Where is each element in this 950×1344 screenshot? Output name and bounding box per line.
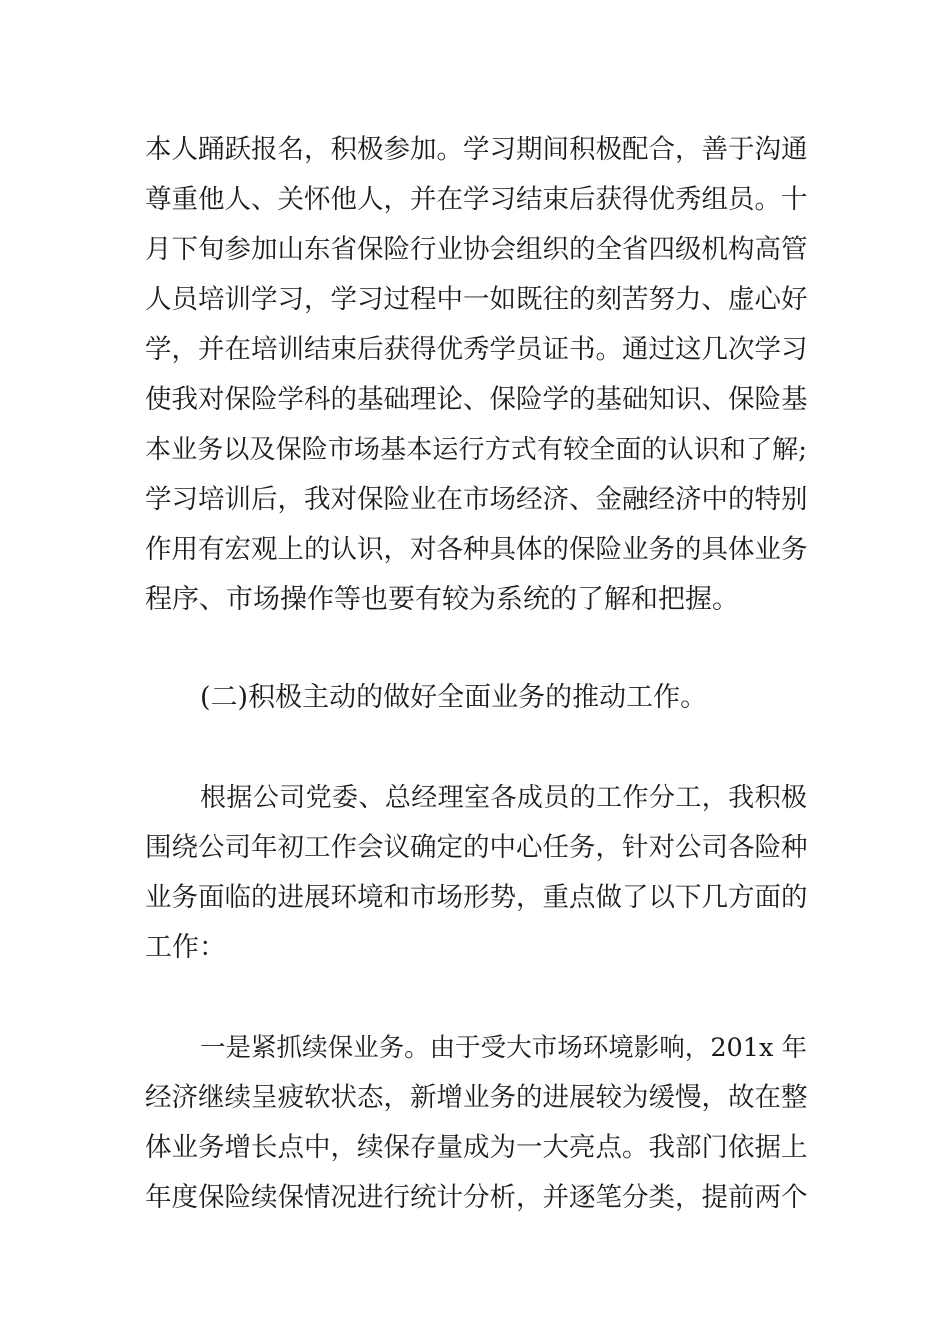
text-line: 本业务以及保险市场基本运行方式有较全面的认识和了解;: [145, 435, 807, 465]
text-line: 经济继续呈疲软状态，新增业务的进展较为缓慢，故在整: [145, 1082, 808, 1113]
text-line: 作用有宏观上的认识，对各种具体的保险业务的具体业务: [145, 534, 808, 565]
text-line: 使我对保险学科的基础理论、保险学的基础知识、保险基: [145, 384, 808, 415]
text-line: 月下旬参加山东省保险行业协会组织的全省四级机构高管: [145, 234, 808, 265]
text-line: 学习培训后，我对保险业在市场经济、金融经济中的特别: [145, 484, 808, 515]
text-line: 年度保险续保情况进行统计分析，并逐笔分类，提前两个: [145, 1182, 808, 1213]
text-line: 业务面临的进展环境和市场形势，重点做了以下几方面的: [145, 882, 808, 913]
text-line: 人员培训学习，学习过程中一如既往的刻苦努力、虚心好: [145, 284, 808, 315]
text-line: 一是紧抓续保业务。由于受大市场环境影响，201x 年: [200, 1033, 807, 1063]
text-line: 尊重他人、关怀他人，并在学习结束后获得优秀组员。十: [145, 184, 808, 215]
text-line: 根据公司党委、总经理室各成员的工作分工，我积极: [200, 783, 807, 813]
text-line: 程序、市场操作等也要有较为系统的了解和把握。: [145, 584, 739, 615]
text-line: 工作：: [145, 932, 226, 963]
section-heading: (二)积极主动的做好全面业务的推动工作。: [200, 682, 708, 713]
text-line: 学，并在培训结束后获得优秀学员证书。通过这几次学习: [145, 334, 808, 365]
text-line: 围绕公司年初工作会议确定的中心任务，针对公司各险种: [145, 832, 808, 863]
text-line: 体业务增长点中，续保存量成为一大亮点。我部门依据上: [145, 1132, 808, 1163]
text-line: 本人踊跃报名，积极参加。学习期间积极配合，善于沟通: [145, 134, 808, 165]
